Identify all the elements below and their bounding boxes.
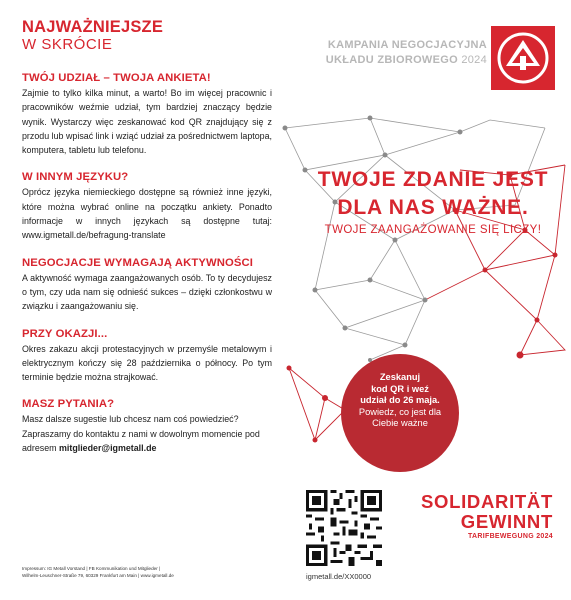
slogan <box>308 166 558 236</box>
section-heading: PRZY OKAZJI... <box>22 327 108 340</box>
cta-line-text: udział do 26 maja. <box>360 395 440 405</box>
qr-url[interactable]: igmetall.de/XX0000 <box>306 572 372 581</box>
slogan-subline: TWOJE ZAANGAŻOWANIE SIĘ LICZY! <box>324 224 542 236</box>
cta-line <box>341 372 459 407</box>
campaign-year: 2024 <box>461 54 487 66</box>
contact-email-link[interactable]: mitglieder@igmetall.de <box>59 443 157 454</box>
cta-subline-text: Powiedz, co jest dla <box>358 406 442 417</box>
imprint <box>22 565 272 579</box>
slogan-line: DLA NAS WAŻNE. <box>337 196 529 219</box>
section-participation <box>22 72 272 157</box>
section-body: Oprócz języka niemieckiego dostępne są również inne języki, które można wybrać online na początku ankiety. Ponadto informacje w innych językach są dostępne tutaj: www.igmetall.de/befragung-translate <box>22 187 272 241</box>
cta-line-text: Zeskanuj <box>379 372 421 382</box>
campaign-label <box>326 38 487 68</box>
section-heading: NEGOCJACJE WYMAGAJĄ AKTYWNOŚCI <box>22 256 254 269</box>
ig-metall-logo-icon <box>491 26 555 90</box>
left-column <box>22 18 272 455</box>
page-title: NAJWAŻNIEJSZE <box>22 18 164 36</box>
section-body: A aktywność wymaga zaangażowanych osób. To ty decydujesz o tym, czy uda nam się odnieść sukces – dzięki członkostwu w związku i zaangażowaniu się. <box>22 272 272 312</box>
solidarity-line: SOLIDARITÄT <box>420 491 553 512</box>
section-negotiations <box>22 257 272 314</box>
campaign-line <box>326 53 487 68</box>
section-questions <box>22 398 272 455</box>
campaign-line-text: UKŁADU ZBIOROWEGO <box>325 54 458 66</box>
section-language <box>22 171 272 242</box>
page-subtitle: W SKRÓCIE <box>22 36 113 53</box>
section-body: Zajmie to tylko kilka minut, a warto! Bo im więcej pracownic i pracowników weźmie udział, tym bardziej znaczący będzie wynik. Wystarczy więc zeskanować kod QR znajdujący się z przodu lub wpisać link i wziąć udział za pośrednictwem laptopa, komputera, tabletu lub telefonu. <box>22 88 272 156</box>
imprint-line: Impressum: IG Metall Vorstand | FB Kommunikation und Mitglieder | <box>22 566 161 571</box>
solidarity-subline: TARIFBEWEGUNG 2024 <box>467 533 553 540</box>
section-body <box>22 412 272 455</box>
section-heading: MASZ PYTANIA? <box>22 398 115 411</box>
solidarity-line: GEWINNT <box>460 511 553 532</box>
section-by-the-way <box>22 328 272 385</box>
call-to-action-circle <box>341 354 459 472</box>
imprint-line: Wilhelm-Leuschner-Straße 79, 60329 Frankfurt am Main | www.igmetall.de <box>22 573 174 578</box>
section-body-text: Masz dalsze sugestie lub chcesz nam coś powiedzieć? Zapraszamy do kontaktu z nami w dowolnym momencie pod adresem <box>22 414 260 454</box>
solidarity-logo <box>418 492 553 540</box>
slogan-line: TWOJE ZDANIE JEST <box>317 168 549 191</box>
cta-line-text: kod QR i weź <box>371 383 429 394</box>
section-heading: TWÓJ UDZIAŁ – TWOJA ANKIETA! <box>22 72 211 84</box>
qr-code-icon[interactable] <box>306 490 382 566</box>
section-heading: W INNYM JĘZYKU? <box>22 171 129 184</box>
section-body: Okres zakazu akcji protestacyjnych w przemyśle metalowym i elektrycznym kończy się 28 października o północy. Po tym terminie będzie można strajkować. <box>22 343 272 383</box>
cta-subline-text: Ciebie ważne <box>372 418 428 428</box>
campaign-line: KAMPANIA NEGOCJACYJNA <box>327 39 487 51</box>
cta-subline <box>341 407 459 430</box>
